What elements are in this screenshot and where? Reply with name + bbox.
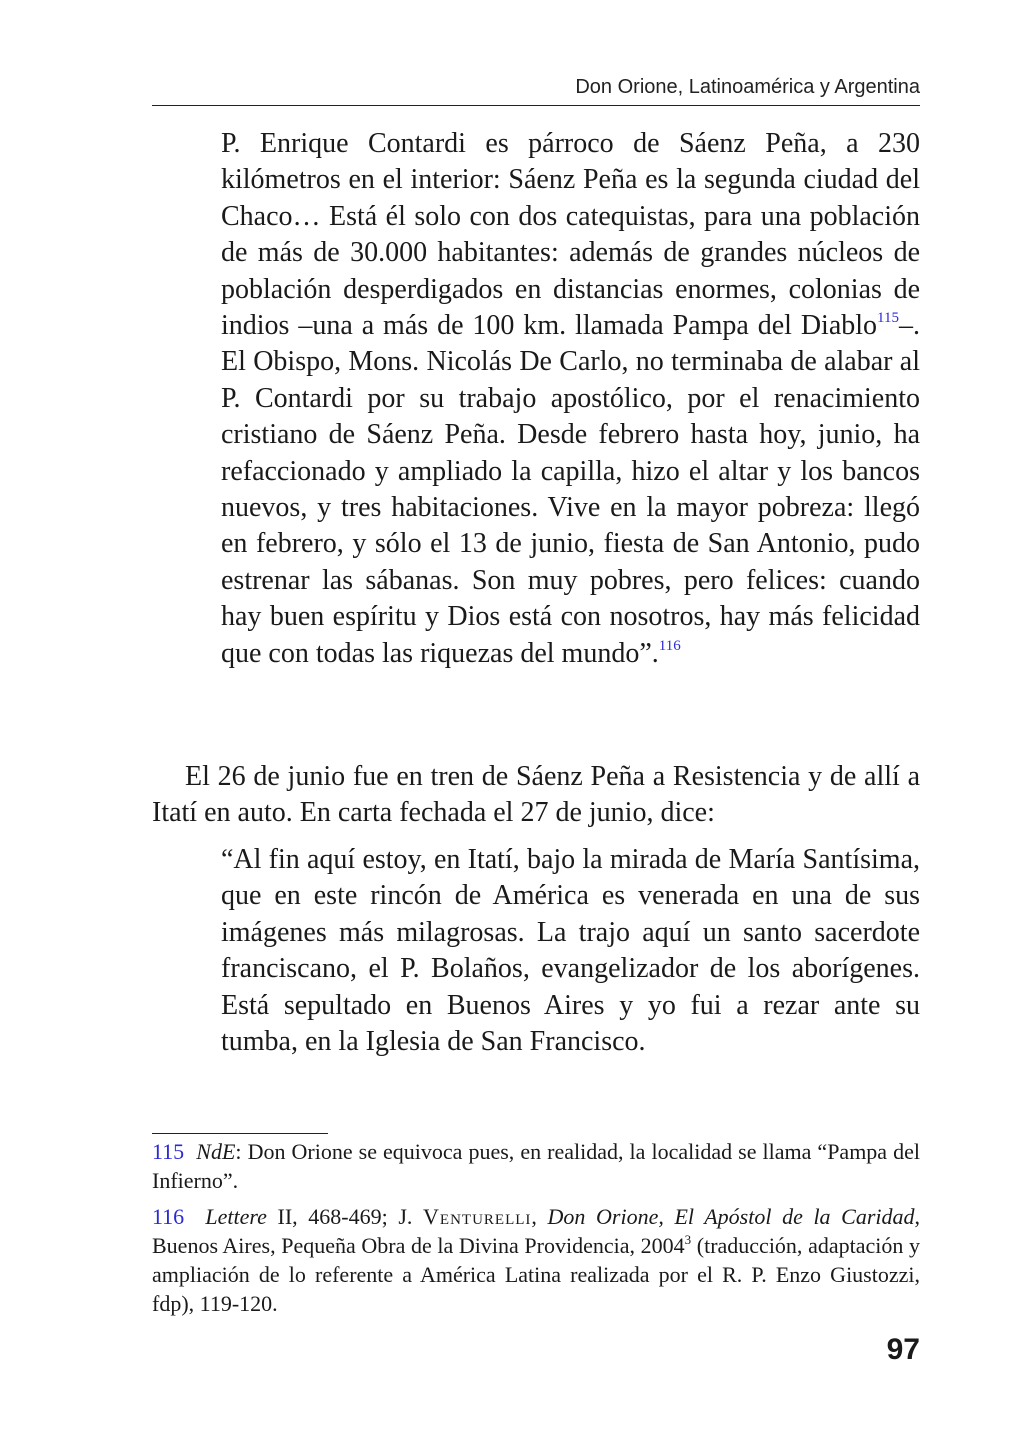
footnote-text: ,: [531, 1204, 548, 1229]
footnote-115: [152, 1137, 920, 1195]
running-header: Don Orione, Latinoamérica y Argentina: [575, 76, 920, 98]
footnote-book-title: Don Orione, El Apóstol de la Caridad: [547, 1204, 915, 1229]
footnote-text: , Buenos Aires, Pequeña Obra de la Divina Providencia, 2004: [152, 1204, 921, 1258]
edition-superscript: 3: [684, 1232, 692, 1247]
footnote-author: Venturelli: [423, 1204, 532, 1229]
quote-1-text-a: P. Enrique Contardi es párroco de Sáenz Peña, a 230 kilómetros en el interior: Sáenz Peña es la segunda ciudad del Chaco… Está él solo con dos catequistas, para una población de más de 30.000 habitantes: además de grandes núcleos de población desperdigados en distancias enormes, colonias de indios –una a más de 100 km. llamada Pampa del Diablo: [221, 128, 920, 342]
header-rule: [152, 105, 920, 106]
footnote-italic-lead: Lettere: [205, 1204, 267, 1229]
quote-1-text-b: –. El Obispo, Mons. Nicolás De Carlo, no terminaba de alabar al P. Contardi por su trabajo apostólico, por el renacimiento cristiano de Sáenz Peña. Desde febrero hasta hoy, junio, ha refaccionado y ampliado la capilla, hizo el altar y los bancos nuevos, y tres habitaciones. Vive en la mayor pobreza: llegó en febrero, y sólo el 13 de junio, fiesta de San Antonio, pudo estrenar las sábanas. Son muy pobres, pero felices: cuando hay buen espíritu y Dios está con nosotros, hay más felicidad que con todas las riquezas del mundo”.: [221, 310, 920, 669]
footnote-rule: [152, 1133, 328, 1134]
footnote-number[interactable]: 115: [152, 1139, 185, 1164]
quote-block-1: [221, 126, 920, 672]
footnote-ref-116[interactable]: 116: [658, 637, 681, 654]
body-paragraph: El 26 de junio fue en tren de Sáenz Peña a Resistencia y de allí a Itatí en auto. En carta fechada el 27 de junio, dice:: [152, 761, 920, 829]
footnote-ref-115[interactable]: 115: [877, 310, 899, 327]
page-number: 97: [886, 1333, 920, 1366]
footnote-text: (traducción, adaptación y ampliación de lo referente a América Latina realizada por el R. P. Enzo Giustozzi, fdp), 119-120.: [152, 1233, 920, 1316]
quote-block-2: “Al fin aquí estoy, en Itatí, bajo la mirada de María Santísima, que en este rincón de América es venerada en una de sus imágenes más milagrosas. La trajo aquí un santo sacerdote franciscano, el P. Bolaños, evangelizador de los aborígenes. Está sepultado en Buenos Aires y yo fui a rezar ante su tumba, en la Iglesia de San Francisco.: [221, 844, 920, 1058]
footnote-number[interactable]: 116: [152, 1204, 185, 1229]
footnote-italic-lead: NdE: [196, 1139, 236, 1164]
footnote-116: [152, 1202, 920, 1318]
footnotes: [152, 1137, 920, 1325]
footnote-text: II, 468-469; J.: [266, 1204, 424, 1229]
footnote-text: : Don Orione se equivoca pues, en realidad, la localidad se llama “Pampa del Infierno”.: [152, 1139, 920, 1193]
